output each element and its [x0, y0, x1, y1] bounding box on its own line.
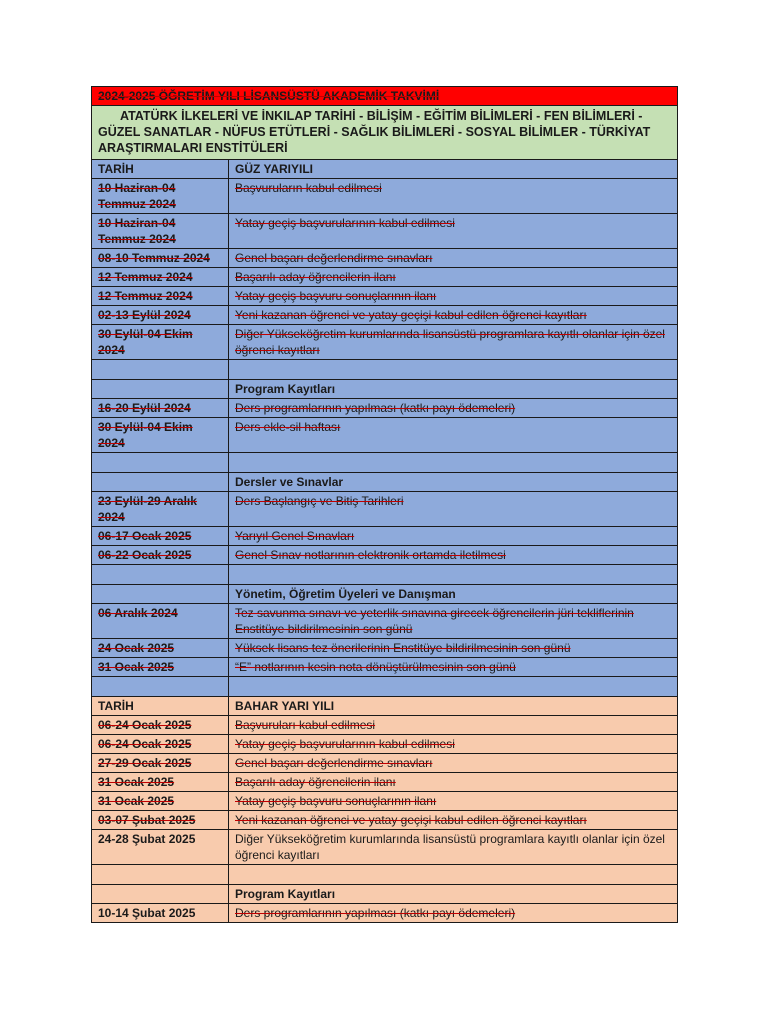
empty-cell	[92, 453, 229, 473]
event-cell	[229, 418, 678, 453]
event-cell	[229, 546, 678, 565]
date-cell	[92, 527, 229, 546]
table-row	[92, 249, 678, 268]
date-cell: 24-28 Şubat 2025	[92, 830, 229, 865]
event-text: Yeni kazanan öğrenci ve yatay geçişi kabul edilen öğrenci kayıtları	[235, 308, 587, 322]
date-cell	[92, 287, 229, 306]
table-row	[92, 811, 678, 830]
event-text: Ders Başlangıç ve Bitiş Tarihleri	[235, 494, 404, 508]
date-cell	[92, 268, 229, 287]
spacer-row	[92, 865, 678, 885]
fall-header-row	[92, 160, 678, 179]
date-cell	[92, 716, 229, 735]
spring-semester-heading: BAHAR YARI YILI	[229, 697, 678, 716]
fall-semester-heading: GÜZ YARIYILI	[229, 160, 678, 179]
date-text: 10 Haziran-04 Temmuz 2024	[98, 181, 176, 211]
table-row	[92, 306, 678, 325]
event-cell	[229, 249, 678, 268]
event-text: Başvuruların kabul edilmesi	[235, 181, 382, 195]
event-text: Ders programlarının yapılması (katkı payı ödemeleri)	[235, 401, 516, 415]
empty-cell	[229, 865, 678, 885]
date-text: 02-13 Eylül 2024	[98, 308, 191, 322]
date-cell	[92, 306, 229, 325]
event-text: Başarılı aday öğrencilerin ilanı	[235, 775, 396, 789]
event-cell	[229, 306, 678, 325]
date-column-header: TARİH	[92, 160, 229, 179]
table-row	[92, 287, 678, 306]
empty-cell	[92, 360, 229, 380]
event-cell: Diğer Yükseköğretim kurumlarında lisansüstü programlara kayıtlı olanlar için özel öğrenci kayıtları	[229, 830, 678, 865]
title-row	[92, 87, 678, 106]
date-text: 10 Haziran-04 Temmuz 2024	[98, 216, 176, 246]
empty-cell	[229, 565, 678, 585]
event-text: Yarıyıl Genel Sınavları	[235, 529, 355, 543]
table-row	[92, 792, 678, 811]
section-heading-row	[92, 885, 678, 904]
date-cell	[92, 735, 229, 754]
event-cell	[229, 492, 678, 527]
event-cell	[229, 639, 678, 658]
program-registration-heading: Program Kayıtları	[229, 380, 678, 399]
table-row	[92, 179, 678, 214]
event-cell	[229, 527, 678, 546]
empty-cell	[229, 677, 678, 697]
empty-cell	[229, 453, 678, 473]
date-text: 12 Temmuz 2024	[98, 289, 193, 303]
spacer-row	[92, 453, 678, 473]
spring-header-row	[92, 697, 678, 716]
date-cell	[92, 754, 229, 773]
event-text: Ders ekle-sil haftası	[235, 420, 341, 434]
section-heading-row	[92, 585, 678, 604]
event-cell	[229, 287, 678, 306]
date-text: 06-17 Ocak 2025	[98, 529, 192, 543]
event-text: Başvuruları kabul edilmesi	[235, 718, 376, 732]
table-row	[92, 214, 678, 249]
date-text: 24 Ocak 2025	[98, 641, 175, 655]
event-text: Genel başarı değerlendirme sınavları	[235, 756, 433, 770]
institutes-list	[92, 106, 678, 160]
date-cell	[92, 179, 229, 214]
date-cell	[92, 792, 229, 811]
table-row	[92, 754, 678, 773]
calendar-title-text: 2024-2025 ÖĞRETİM YILI LİSANSÜSTÜ AKADEMİK TAKVİMİ	[98, 89, 440, 103]
event-text: Genel Sınav notlarının elektronik ortamda iletilmesi	[235, 548, 506, 562]
table-row	[92, 527, 678, 546]
event-cell	[229, 792, 678, 811]
date-cell	[92, 249, 229, 268]
event-text: Diğer Yükseköğretim kurumlarında lisansüstü programlara kayıtlı olanlar için özel öğrenci kayıtları	[235, 327, 665, 357]
date-text: 30 Eylül-04 Ekim 2024	[98, 327, 193, 357]
table-row	[92, 904, 678, 923]
event-text: “E” notlarının kesin nota dönüştürülmesinin son günü	[235, 660, 516, 674]
date-text: 12 Temmuz 2024	[98, 270, 193, 284]
institutes-text: ATATÜRK İLKELERİ VE İNKILAP TARİHİ - BİLİŞİM - EĞİTİM BİLİMLERİ - FEN BİLİMLERİ - GÜZEL SANATLAR - NÜFUS ETÜTLERİ - SAĞLIK BİLİMLERİ - SOSYAL BİLİMLER - TÜRKİYAT ARAŞTIRMALARI ENSTİTÜLERİ	[98, 109, 651, 155]
empty-cell	[92, 473, 229, 492]
date-cell	[92, 773, 229, 792]
table-row	[92, 604, 678, 639]
empty-cell	[92, 380, 229, 399]
date-text: 31 Ocak 2025	[98, 775, 175, 789]
event-cell	[229, 904, 678, 923]
event-cell	[229, 325, 678, 360]
event-cell	[229, 811, 678, 830]
table-row	[92, 418, 678, 453]
date-cell	[92, 492, 229, 527]
empty-cell	[92, 885, 229, 904]
program-registration-heading: Program Kayıtları	[229, 885, 678, 904]
table-row	[92, 325, 678, 360]
event-cell	[229, 735, 678, 754]
date-text: 08-10 Temmuz 2024	[98, 251, 210, 265]
calendar-document	[91, 86, 677, 923]
event-text: Yatay geçiş başvuru sonuçlarının ilanı	[235, 794, 437, 808]
date-text: 27-29 Ocak 2025	[98, 756, 192, 770]
date-cell	[92, 658, 229, 677]
table-row	[92, 658, 678, 677]
event-cell	[229, 754, 678, 773]
date-cell: 10-14 Şubat 2025	[92, 904, 229, 923]
event-cell	[229, 268, 678, 287]
event-text: Yatay geçiş başvuru sonuçlarının ilanı	[235, 289, 437, 303]
event-text: Ders programlarının yapılması (katkı payı ödemeleri)	[235, 906, 516, 920]
date-text: 03-07 Şubat 2025	[98, 813, 196, 827]
date-text: 31 Ocak 2025	[98, 660, 175, 674]
section-heading-row	[92, 380, 678, 399]
date-text: 31 Ocak 2025	[98, 794, 175, 808]
date-text: 23 Eylül-29 Aralık 2024	[98, 494, 197, 524]
date-cell	[92, 325, 229, 360]
date-cell	[92, 546, 229, 565]
date-text: 06-22 Ocak 2025	[98, 548, 192, 562]
date-text: 06-24 Ocak 2025	[98, 737, 192, 751]
date-cell	[92, 399, 229, 418]
event-text: Yatay geçiş başvurularının kabul edilmesi	[235, 216, 455, 230]
table-row	[92, 546, 678, 565]
academic-calendar-table	[91, 86, 678, 923]
spacer-row	[92, 360, 678, 380]
date-text: 16-20 Eylül 2024	[98, 401, 191, 415]
event-text: Yüksek lisans tez önerilerinin Enstitüye bildirilmesinin son günü	[235, 641, 571, 655]
date-cell	[92, 418, 229, 453]
table-row	[92, 639, 678, 658]
event-text: Tez savunma sınavı ve yeterlik sınavına girecek öğrencilerin jüri tekliflerinin Enstitüye bildirilmesinin son günü	[235, 606, 634, 636]
event-text: Yeni kazanan öğrenci ve yatay geçişi kabul edilen öğrenci kayıtları	[235, 813, 587, 827]
event-cell	[229, 604, 678, 639]
date-text: 06-24 Ocak 2025	[98, 718, 192, 732]
empty-cell	[92, 565, 229, 585]
empty-cell	[92, 865, 229, 885]
date-cell	[92, 214, 229, 249]
event-cell	[229, 214, 678, 249]
table-row	[92, 716, 678, 735]
date-text: 30 Eylül-04 Ekim 2024	[98, 420, 193, 450]
table-row	[92, 399, 678, 418]
spacer-row	[92, 677, 678, 697]
event-text: Başarılı aday öğrencilerin ilanı	[235, 270, 396, 284]
administration-heading: Yönetim, Öğretim Üyeleri ve Danışman	[229, 585, 678, 604]
date-text: 06 Aralık 2024	[98, 606, 178, 620]
table-row	[92, 773, 678, 792]
courses-exams-heading: Dersler ve Sınavlar	[229, 473, 678, 492]
spacer-row	[92, 565, 678, 585]
empty-cell	[92, 677, 229, 697]
table-row	[92, 268, 678, 287]
empty-cell	[229, 360, 678, 380]
empty-cell	[92, 585, 229, 604]
section-heading-row	[92, 473, 678, 492]
event-cell	[229, 658, 678, 677]
date-column-header: TARİH	[92, 697, 229, 716]
table-row	[92, 830, 678, 865]
date-cell	[92, 639, 229, 658]
calendar-title	[92, 87, 678, 106]
date-cell	[92, 811, 229, 830]
event-text: Genel başarı değerlendirme sınavları	[235, 251, 433, 265]
event-cell	[229, 773, 678, 792]
date-cell	[92, 604, 229, 639]
event-text: Yatay geçiş başvurularının kabul edilmesi	[235, 737, 455, 751]
table-row	[92, 735, 678, 754]
event-cell	[229, 716, 678, 735]
event-cell	[229, 399, 678, 418]
event-cell	[229, 179, 678, 214]
table-row	[92, 492, 678, 527]
institutes-row	[92, 106, 678, 160]
